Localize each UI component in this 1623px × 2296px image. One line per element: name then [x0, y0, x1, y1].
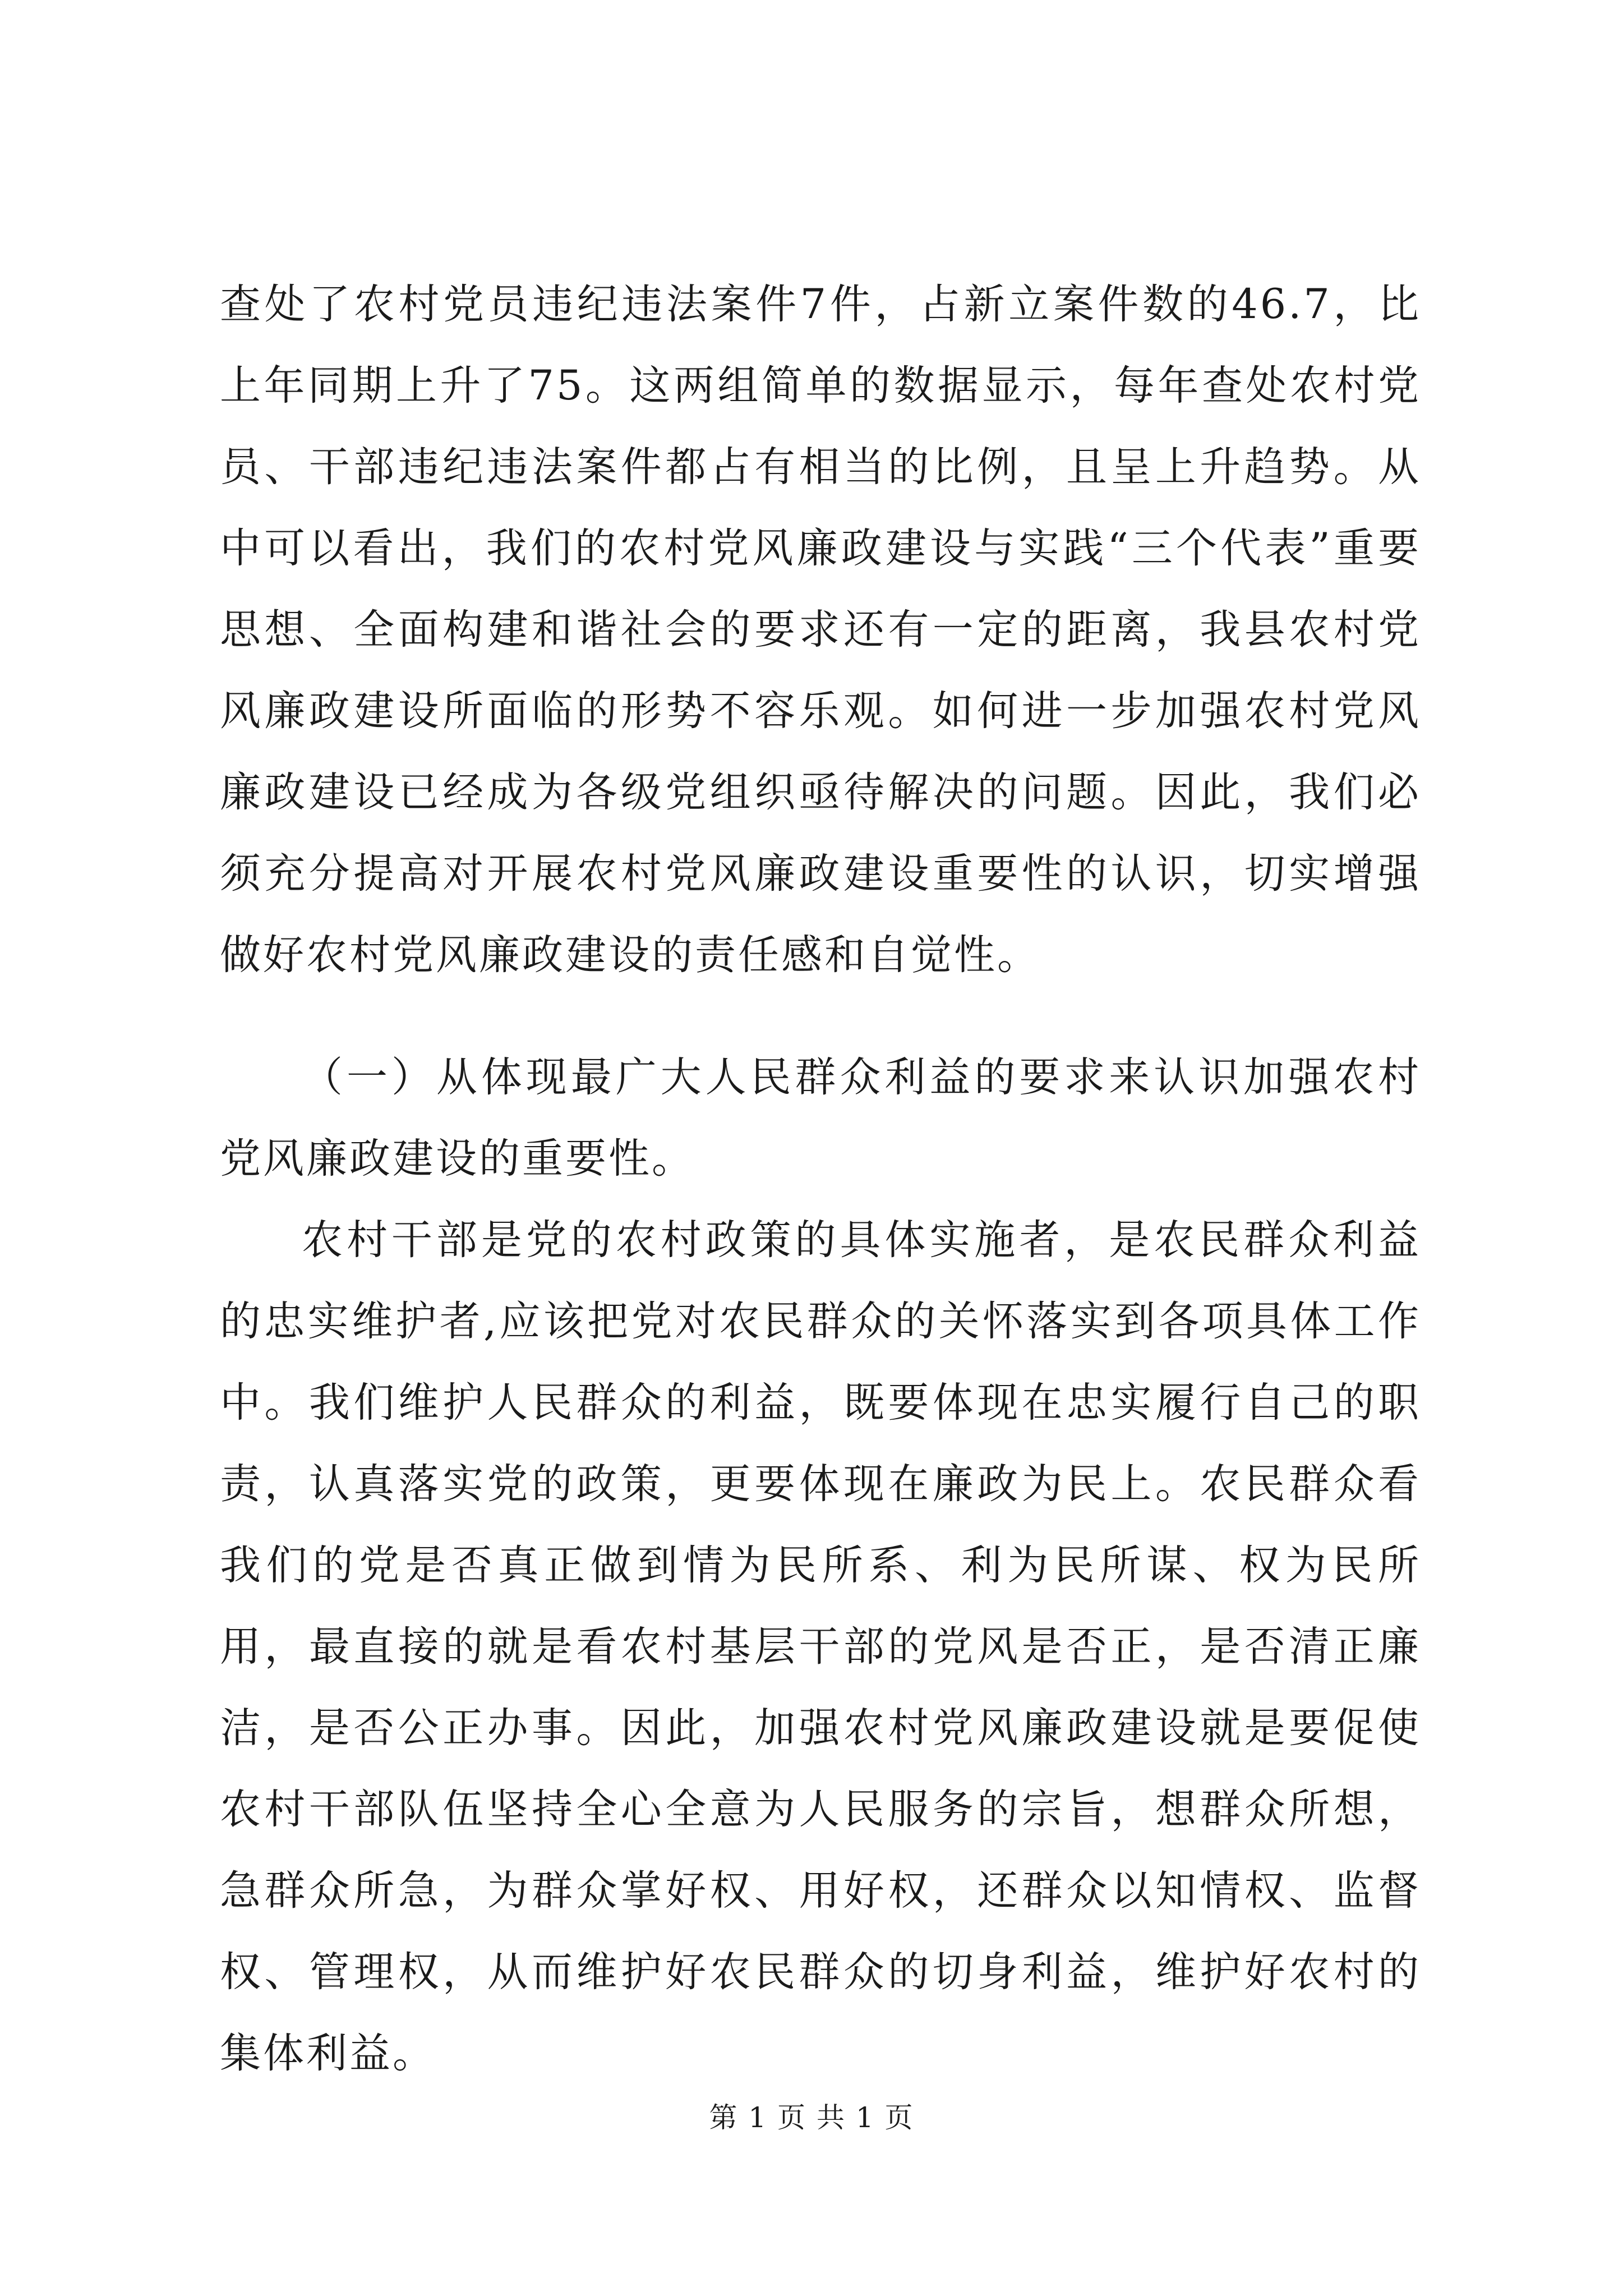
section-heading-text: （一）从体现最广大人民群众利益的要求来认识加强农村党风廉政建设的重要性。: [220, 1053, 1421, 1182]
paragraph-text: 农村干部是党的农村政策的具体实施者，是农民群众利益的忠实维护者,应该把党对农民群众的关怀落实到各项具体工作中。我们维护人民群众的利益，既要体现在忠实履行自己的职责，认真落实党的政策，更要体现在廉政为民上。农民群众看我们的党是否真正做到情为民所系、利为民所谋、权为民所用，最直接的就是看农村基层干部的党风是否正，是否清正廉洁，是否公正办事。因此，加强农村党风廉政建设就是要促使农村干部队伍坚持全心全意为人民服务的宗旨，想群众所想，急群众所急，为群众掌好权、用好权，还群众以知情权、监督权、管理权，从而维护好农民群众的切身利益，维护好农村的集体利益。: [220, 1216, 1421, 2077]
section-heading: [220, 1037, 1421, 1199]
page-number-label: 第 1 页 共 1 页: [709, 2101, 914, 2134]
page-footer: [0, 2098, 1623, 2137]
paragraph-body: [220, 1199, 1421, 2094]
paragraph-continuation: [220, 264, 1421, 996]
paragraph-text: 查处了农村党员违纪违法案件7件，占新立案件数的46.7，比上年同期上升了75。这两组简单的数据显示，每年查处农村党员、干部违纪违法案件都占有相当的比例，且呈上升趋势。从中可以看出，我们的农村党风廉政建设与实践“三个代表”重要思想、全面构建和谐社会的要求还有一定的距离，我县农村党风廉政建设所面临的形势不容乐观。如何进一步加强农村党风廉政建设已经成为各级党组织亟待解决的问题。因此，我们必须充分提高对开展农村党风廉政建设重要性的认识，切实增强做好农村党风廉政建设的责任感和自觉性。: [220, 280, 1421, 979]
